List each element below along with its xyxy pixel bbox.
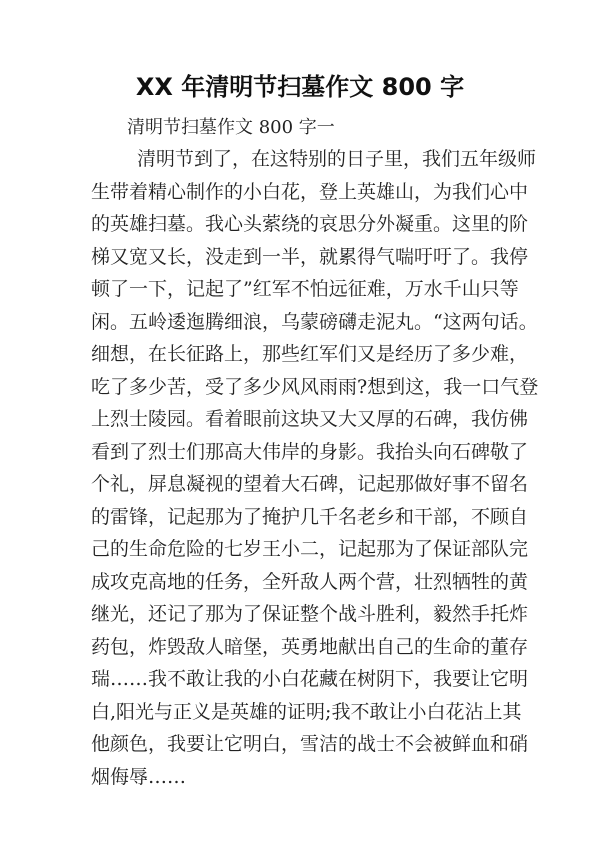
paragraph-line: 烟侮辱……	[91, 765, 187, 788]
paragraph-line: 顿了一下，记起了”红军不怕远征难，万水千山只等	[91, 278, 519, 300]
paragraph-line: 继光，还记了那为了保证整个战斗胜利，毅然手托炸	[91, 603, 529, 625]
paragraph-line: 个礼，屏息凝视的望着大石碑，记起那做好事不留名	[91, 473, 529, 495]
paragraph-line: 细想，在长征路上，那些红军们又是经历了多少难，	[91, 343, 529, 365]
document-title: XX 年清明节扫墓作文 800 字	[135, 73, 465, 101]
essay-body	[91, 143, 539, 793]
paragraph-line: 的雷锋，记起那为了掩护几千名老乡和干部，不顾自	[91, 505, 529, 528]
paragraph-line: 白,阳光与正义是英雄的证明;我不敢让小白花沾上其	[91, 700, 522, 723]
paragraph-line: 生带着精心制作的小白花，登上英雄山，为我们心中	[91, 180, 529, 203]
paragraph-line: 看到了烈士们那高大伟岸的身影。我抬头向石碑敬了	[91, 440, 529, 463]
paragraph-line: 成攻克高地的任务，全歼敌人两个营，壮烈牺牲的黄	[91, 570, 529, 593]
paragraph-line: 吃了多少苦，受了多少风风雨雨?想到这，我一口气登	[91, 375, 539, 398]
paragraph-line: 瑞……我不敢让我的小白花藏在树阴下，我要让它明	[91, 668, 529, 690]
paragraph-line: 清明节到了，在这特别的日子里，我们五年级师	[137, 148, 537, 170]
paragraph-line: 他颜色，我要让它明白，雪洁的战士不会被鲜血和硝	[91, 733, 529, 755]
section-heading: 清明节扫墓作文 800 字一	[127, 117, 335, 138]
paragraph-line: 上烈士陵园。看着眼前这块又大又厚的石碑，我仿佛	[91, 408, 529, 430]
paragraph-line: 药包，炸毁敌人暗堡，英勇地献出自己的生命的董存	[91, 635, 529, 658]
paragraph-line: 梯又宽又长，没走到一半，就累得气喘吁吁了。我停	[91, 245, 529, 268]
paragraph-line: 闲。五岭逶迤腾细浪，乌蒙磅礴走泥丸。“这两句话。	[91, 310, 538, 333]
paragraph-line: 己的生命危险的七岁王小二，记起那为了保证部队完	[91, 538, 529, 560]
paragraph-line: 的英雄扫墓。我心头萦绕的哀思分外凝重。这里的阶	[91, 213, 529, 235]
